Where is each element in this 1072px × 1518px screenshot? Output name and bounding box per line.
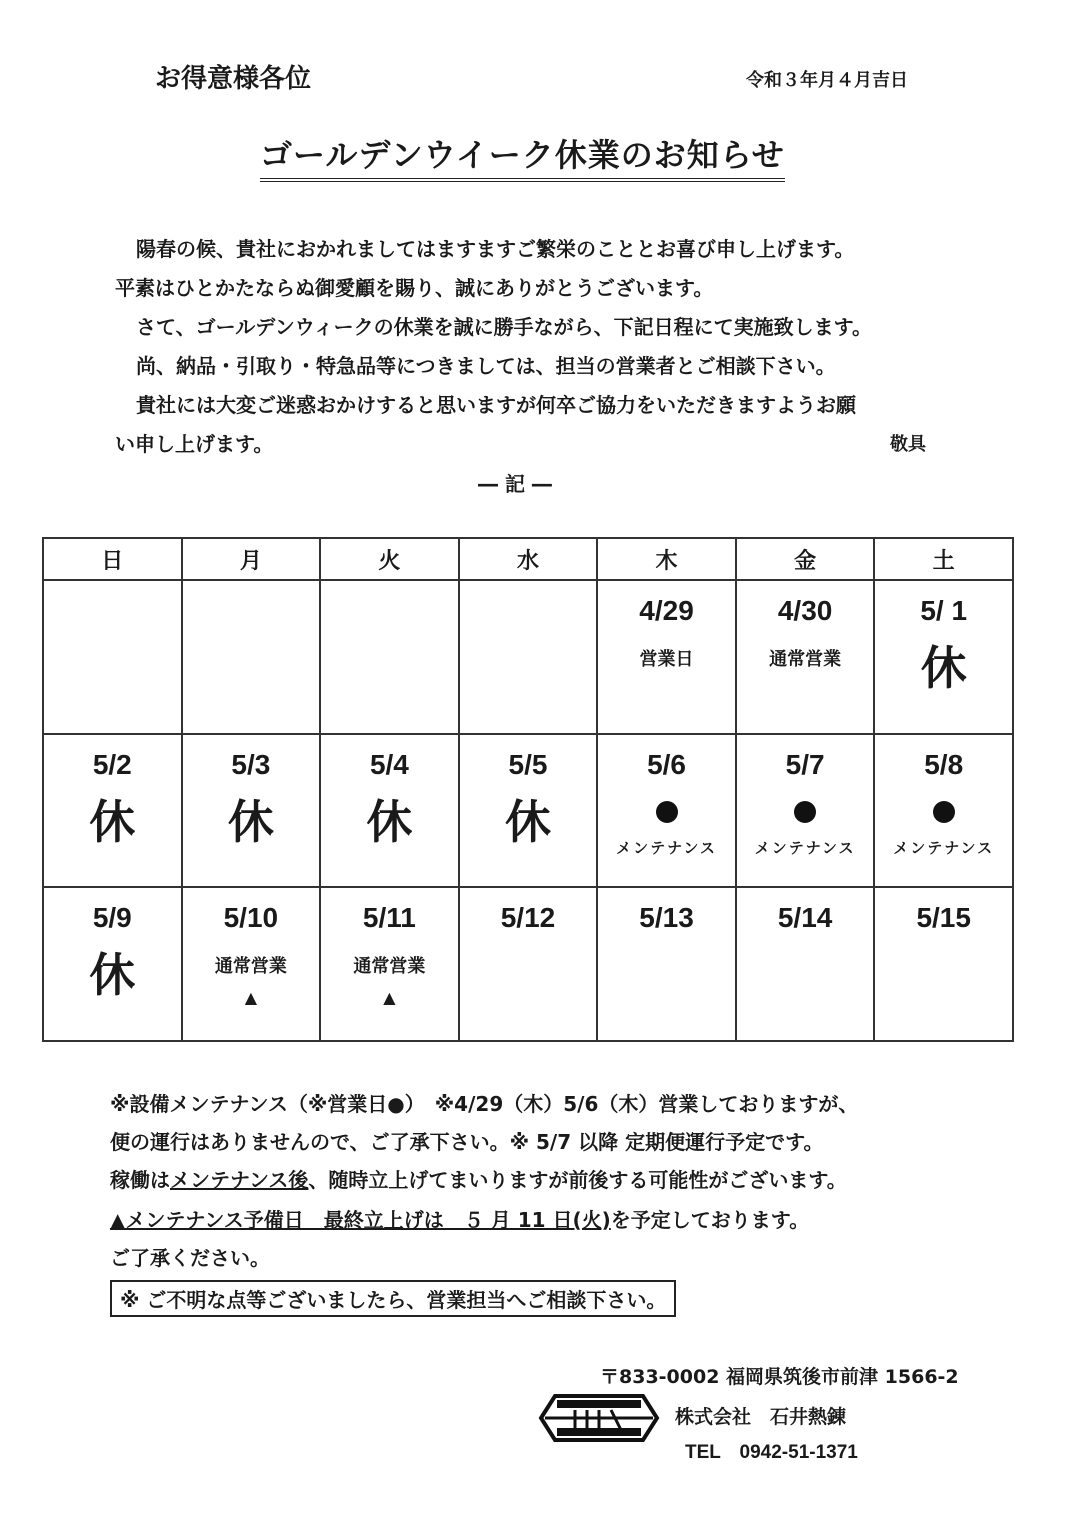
calendar-day-cell: [597, 887, 736, 1041]
weekday-header-row: [43, 538, 1013, 580]
day-status: 通常営業: [214, 956, 287, 978]
note-line-3-post: 、随時立上げてまいりますが前後する可能性がございます。: [308, 1168, 847, 1192]
weekday-header: 金: [736, 538, 875, 580]
day-date: 5/4: [369, 748, 409, 780]
note-line-4: [110, 1204, 809, 1233]
day-date: 5/12: [500, 902, 556, 934]
weekday-header: 水: [459, 538, 598, 580]
day-date: 5/6: [647, 748, 686, 780]
calendar-day-cell: [459, 887, 598, 1041]
day-date: 5/13: [639, 902, 694, 934]
addressee: お得意様各位: [155, 64, 312, 94]
maintenance-label: メンテナンス: [893, 838, 995, 857]
weekday-header: 木: [597, 538, 736, 580]
calendar-day-cell: [43, 580, 182, 734]
day-date: 5/3: [231, 748, 271, 780]
day-date: 4/29: [639, 595, 694, 626]
day-date: 5/ 1: [920, 595, 968, 626]
day-status: 営業日: [639, 649, 694, 670]
reserve-day-triangle-icon: ▲: [244, 988, 257, 1008]
company-name: 株式会社 石井熱錬: [675, 1406, 847, 1428]
company-tel: TEL 0942-51-1371: [685, 1442, 858, 1463]
calendar-day-cell: [459, 734, 598, 888]
holiday-mark: 休: [227, 794, 274, 849]
day-date: 5/10: [223, 902, 279, 934]
note-line-5: ご了承ください。: [110, 1246, 270, 1270]
day-date: 5/8: [924, 748, 964, 780]
body-line-6: い申し上げます。: [115, 432, 274, 456]
day-date: 5/14: [777, 902, 833, 934]
contact-notice-box: ※ ご不明な点等ございましたら、営業担当へご相談下さい。: [110, 1280, 676, 1317]
calendar-week-row: [43, 887, 1013, 1041]
calendar-day-cell: [597, 734, 736, 888]
calendar-day-cell: [736, 734, 875, 888]
calendar-day-cell: [43, 887, 182, 1041]
calendar-day-cell: [182, 580, 321, 734]
weekday-header: 火: [320, 538, 459, 580]
day-date: 5/9: [92, 902, 132, 934]
note-line-3-pre: 稼働は: [110, 1168, 170, 1192]
day-date: 5/2: [92, 748, 132, 780]
calendar-day-cell: [874, 734, 1013, 888]
day-status: 通常営業: [353, 956, 426, 978]
ki-heading: ― 記 ―: [478, 472, 552, 496]
calendar-week-row: [43, 734, 1013, 888]
calendar-day-cell: [43, 734, 182, 888]
calendar-day-cell: [597, 580, 736, 734]
holiday-mark: 休: [504, 794, 551, 849]
business-day-dot-icon: [933, 801, 955, 823]
calendar-day-cell: [320, 887, 459, 1041]
day-status: 通常営業: [769, 649, 842, 670]
day-date: 5/11: [362, 902, 416, 934]
note-line-3-underlined: メンテナンス後: [170, 1168, 309, 1192]
closing-keigu: 敬具: [890, 434, 926, 455]
maintenance-label: メンテナンス: [754, 838, 856, 857]
page-title: ゴールデンウイーク休業のお知らせ: [260, 130, 785, 182]
body-line-3: さて、ゴールデンウィークの休業を誠に勝手ながら、下記日程にて実施致します。: [136, 315, 872, 339]
maintenance-label: メンテナンス: [616, 838, 717, 857]
calendar-day-cell: [320, 734, 459, 888]
day-date: 5/5: [508, 748, 548, 780]
holiday-mark: 休: [89, 948, 136, 1003]
calendar-day-cell: [736, 887, 875, 1041]
calendar-day-cell: [182, 887, 321, 1041]
business-day-dot-icon: [794, 801, 816, 823]
calendar-week-row: [43, 580, 1013, 734]
weekday-header: 土: [874, 538, 1013, 580]
calendar-body: [43, 580, 1013, 1041]
calendar-day-cell: [736, 580, 875, 734]
calendar-day-cell: [874, 580, 1013, 734]
note-line-4-underlined: ▲メンテナンス予備日 最終立上げは ５ 月 11 日(火): [110, 1208, 611, 1232]
body-line-2: 平素はひとかたならぬ御愛顧を賜り、誠にありがとうございます。: [115, 276, 714, 300]
body-line-1: 陽春の候、貴社におかれましてはますますご繁栄のこととお喜び申し上げます。: [136, 237, 855, 261]
weekday-header: 月: [182, 538, 321, 580]
calendar-day-cell: [459, 580, 598, 734]
day-date: 5/15: [916, 902, 971, 934]
reserve-day-triangle-icon: ▲: [383, 988, 396, 1008]
holiday-mark: 休: [920, 641, 967, 695]
holiday-calendar: [42, 537, 1014, 1042]
note-line-2: 便の運行はありませんので、ご了承下さい。※ 5/7 以降 定期便運行予定です。: [110, 1130, 824, 1154]
calendar-day-cell: [874, 887, 1013, 1041]
note-line-4-post: を予定しております。: [610, 1208, 810, 1232]
company-logo-icon: [535, 1390, 663, 1446]
holiday-mark: 休: [89, 794, 136, 849]
calendar-day-cell: [320, 580, 459, 734]
day-date: 5/7: [785, 748, 825, 780]
note-line-1: ※設備メンテナンス（※営業日●） ※4/29（木）5/6（木）営業しておりますが、: [110, 1092, 859, 1116]
calendar-day-cell: [182, 734, 321, 888]
day-date: 4/30: [777, 595, 833, 626]
company-address: 〒833-0002 福岡県筑後市前津 1566-2: [600, 1366, 959, 1388]
holiday-mark: 休: [366, 794, 413, 849]
body-line-4: 尚、納品・引取り・特急品等につきましては、担当の営業者とご相談下さい。: [136, 354, 836, 378]
weekday-header: 日: [43, 538, 182, 580]
body-line-5: 貴社には大変ご迷惑おかけすると思いますが何卒ご協力をいただきますようお願: [136, 393, 856, 417]
note-line-3: [110, 1164, 847, 1193]
business-day-dot-icon: [656, 801, 678, 823]
issue-date: 令和３年月４月吉日: [746, 70, 908, 91]
